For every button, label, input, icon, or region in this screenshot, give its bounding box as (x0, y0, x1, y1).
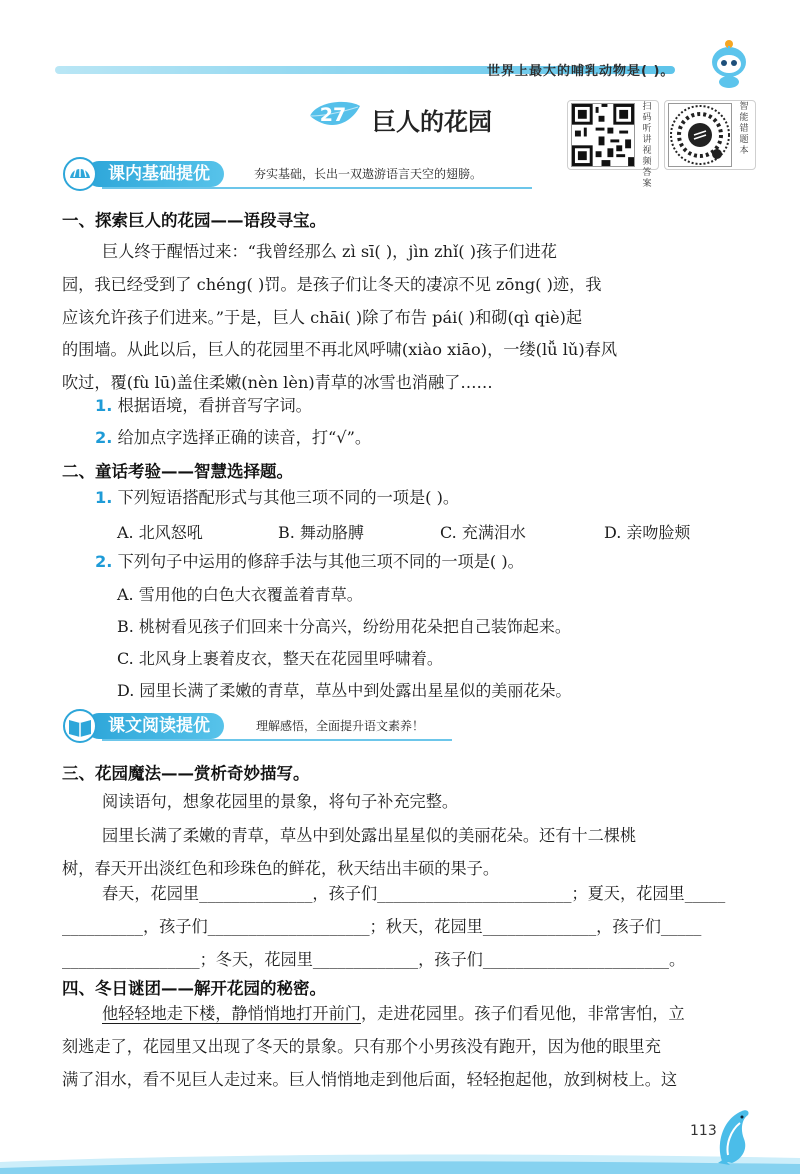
sub-number: 2. (95, 552, 113, 571)
passage-line: 应该允许孩子们进来。”于是，巨人 chāi( )除了布告 pái( )和砌(qì qiè)起 (62, 307, 583, 327)
section-banner-basic (62, 160, 532, 188)
passage-line: 满了泪水，看不见巨人走过来。巨人悄悄地走到他后面，轻轻抱起他，放到树枝上。这 (62, 1069, 678, 1089)
q3-fill (62, 878, 752, 976)
fill-line[interactable]: 春天，花园里______________，孩子们________________________；夏天，花园里_____ (102, 884, 726, 903)
q1-passage (62, 236, 752, 400)
option-b[interactable]: B. 桃树看见孩子们回来十分高兴，纷纷用花朵把自己装饰起来。 (117, 617, 571, 636)
passage-line: 园，我已经受到了 chéng( )罚。是孩子们让冬天的凄凉不见 zōng( )迹，我 (62, 274, 602, 294)
section-tagline: 夯实基础，长出一双遨游语言天空的翅膀。 (254, 167, 483, 181)
q4-passage (62, 998, 752, 1096)
section-tagline: 理解感悟，全面提升语文素养！ (256, 719, 425, 733)
sub-text: 下列短语搭配形式与其他三项不同的一项是( )。 (117, 488, 460, 507)
banner-underline (102, 187, 532, 189)
sub-text: 给加点字选择正确的读音，打“√”。 (117, 428, 372, 447)
book-icon (62, 708, 98, 744)
q2-s1 (95, 482, 785, 515)
q3-heading: 三、花园魔法——赏析奇妙描写。 (62, 764, 310, 783)
shell-icon (62, 156, 98, 192)
bottom-wave (0, 1150, 800, 1174)
qr-code-icon[interactable] (571, 103, 635, 167)
option-b[interactable]: B. 舞动胳膊 (278, 523, 364, 542)
q1-sub1 (95, 390, 785, 423)
option-d[interactable]: D. 亲吻脸颊 (604, 523, 691, 542)
passage-line: 园里长满了柔嫩的青草，草丛中到处露出星星似的美丽花朵。还有十二棵桃 (102, 826, 637, 845)
header-question: 世界上最大的哺乳动物是( )。 (487, 64, 675, 79)
section-banner-reading (62, 712, 452, 740)
q3-passage (62, 820, 752, 886)
passage-line: 巨人终于醒悟过来：“我曾经那么 zì sī( )，jìn zhǐ( )孩子们进花 (102, 242, 557, 261)
passage-text: ，走进花园里。孩子们看见他，非常害怕，立 (361, 1004, 685, 1023)
option-c[interactable]: C. 北风身上裹着皮衣，整天在花园里呼啸着。 (117, 649, 443, 668)
passage-line: 树，春天开出淡红色和珍珠色的鲜花，秋天结出丰硕的果子。 (62, 858, 500, 878)
page-number: 113 (690, 1123, 717, 1139)
sub-text: 下列句子中运用的修辞手法与其他三项不同的一项是( )。 (117, 552, 524, 571)
qr-code-icon[interactable] (668, 103, 732, 167)
q2-s2 (95, 546, 785, 579)
section-title: 课文阅读提优 (86, 713, 224, 739)
qr-video-label: 扫码听讲视频答案 (642, 102, 652, 189)
fill-line[interactable]: _________________；冬天，花园里_____________，孩子们_______________________。 (62, 949, 686, 969)
passage-line (62, 998, 752, 1031)
q4-heading: 四、冬日谜团——解开花园的秘密。 (62, 979, 326, 998)
dolphin-icon (712, 1105, 758, 1167)
q1-sub2 (95, 422, 785, 455)
sub-number: 2. (95, 428, 113, 447)
underlined-sentence: 他轻轻地走下楼，静悄悄地打开前门 (102, 1004, 361, 1023)
sub-number: 1. (95, 488, 113, 507)
banner-underline (102, 739, 452, 741)
sub-text: 根据语境，看拼音写字词。 (117, 396, 312, 415)
passage-line: 的围墙。从此以后，巨人的花园里不再北风呼啸(xiào xiāo)，一缕(lǚ lǔ)春风 (62, 340, 618, 360)
q2-heading: 二、童话考验——智慧选择题。 (62, 462, 293, 481)
q1-heading: 一、探索巨人的花园——语段寻宝。 (62, 211, 326, 230)
lesson-title: 巨人的花园 (372, 108, 492, 136)
fill-line[interactable]: __________，孩子们____________________；秋天，花园里______________，孩子们_____ (62, 916, 702, 936)
robot-mascot-icon (702, 36, 756, 90)
passage-line: 吹过，覆(fù lū)盖住柔嫩(nèn lèn)青草的冰雪也消融了…… (62, 373, 493, 393)
option-a[interactable]: A. 北风怒吼 (117, 523, 203, 542)
q3-intro: 阅读语句，想象花园里的景象，将句子补充完整。 (102, 792, 459, 811)
option-c[interactable]: C. 充满泪水 (440, 523, 526, 542)
section-title: 课内基础提优 (86, 161, 224, 187)
lesson-number: 27 (319, 104, 347, 126)
sub-number: 1. (95, 396, 113, 415)
option-d[interactable]: D. 园里长满了柔嫩的青草，草丛中到处露出星星似的美丽花朵。 (117, 681, 572, 700)
passage-line: 刻逃走了，花园里又出现了冬天的景象。只有那个小男孩没有跑开，因为他的眼里充 (62, 1036, 661, 1056)
qr-mistakes-label: 智能错题本 (739, 102, 749, 156)
option-a[interactable]: A. 雪用他的白色大衣覆盖着青草。 (117, 585, 363, 604)
